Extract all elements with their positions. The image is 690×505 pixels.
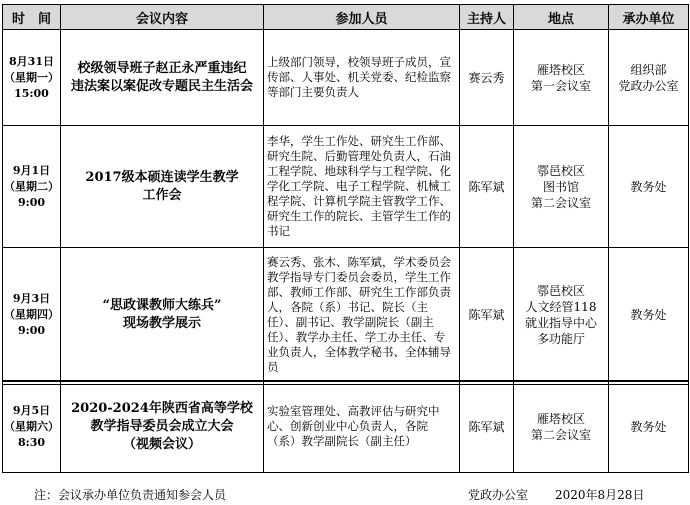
header-people: 参加人员 [264,5,460,30]
row-location [514,30,609,126]
content-line: 2020-2024年陕西省高等学校 [71,400,253,416]
row-people: 实验室管理处、高教评估与研究中心、创新创业中心负责人，各院（系）教学副院长（副主任） [264,381,460,473]
content-line: 校级领导班子赵正永严重违纪 [77,60,247,76]
content-line: 2017级本硕连读学生教学 [85,169,239,185]
content-line: “思政课教师大练兵” [102,297,222,313]
schedule-table [2,4,689,382]
location-line: 第二会议室 [530,195,591,210]
content-line: 工作会 [142,187,182,203]
location-line: 雁塔校区 [536,62,585,77]
location-line: 第一会议室 [530,78,591,93]
time-weekday: （星期四） [4,307,59,321]
location-line: 鄠邑校区 [536,283,585,298]
header-organizer: 承办单位 [609,5,689,30]
time-clock: 9:00 [17,195,46,209]
time-date: 9月1日 [12,163,51,177]
footer-issuer: 党政办公室 [468,488,529,502]
location-line: 人文经管118 [525,299,597,314]
row-host: 陈军斌 [460,126,514,248]
organizer-line: 教务处 [630,307,667,322]
row-location [514,126,609,248]
location-line: 就业指导中心 [524,315,597,330]
row-people: 赛云秀、张木、陈军斌，学术委员会教学指导专门委员会委员，学生工作部、教师工作部、研究生工作部负责人，各院（系）书记、院长（主任）、副书记、教学副院长（副主任）、教学办主任、学工办主任、专业负责人，全体教学秘书、全体辅导员 [264,248,460,382]
row-location [514,381,609,473]
row-location [514,248,609,382]
content-line: 教学指导委员会成立大会 [90,418,234,434]
row-content [61,381,264,473]
time-weekday: （星期二） [4,179,59,193]
row-host: 陈军斌 [460,248,514,382]
footer-note: 注：会议承办单位负责通知参会人员 [34,488,227,502]
table-row [3,248,689,382]
location-line: 鄠邑校区 [536,163,585,178]
time-clock: 15:00 [14,86,49,100]
row-host: 赛云秀 [460,30,514,126]
location-line: 第二会议室 [530,427,591,442]
organizer-line: 党政办公室 [618,78,679,93]
row-content [61,248,264,382]
content-line: 违法案以案促改专题民主生活会 [70,78,253,94]
organizer-line: 教务处 [630,179,667,194]
row-content [61,126,264,248]
header-row [3,5,689,30]
content-line: （视频会议） [122,436,201,452]
row-organizer [609,248,689,382]
location-line: 雁塔校区 [536,411,585,426]
location-line: 图书馆 [542,179,579,194]
time-clock: 8:30 [17,435,46,449]
header-host: 主持人 [460,5,514,30]
row-organizer [609,126,689,248]
location-line: 多功能厅 [536,331,585,346]
row-organizer [609,381,689,473]
row-host: 陈军斌 [460,381,514,473]
header-time: 时 间 [3,5,61,30]
row-content [61,30,264,126]
organizer-line: 教务处 [630,419,667,434]
table-row [3,30,689,126]
time-date: 8月31日 [9,54,54,68]
row-organizer [609,30,689,126]
header-content: 会议内容 [61,5,264,30]
row-time [3,126,61,248]
time-clock: 9:00 [17,323,46,337]
row-time [3,30,61,126]
header-location: 地点 [514,5,609,30]
table-row [3,126,689,248]
row-people: 李华，学生工作处、研究生工作部、研究生院、后勤管理处负责人，石油工程学院、地球科学与工程学院、化学化工学院、电子工程学院、机械工程学院、计算机学院主管教学工作、研究生工作的院长、主管学生工作的书记 [264,126,460,248]
time-date: 9月5日 [12,403,51,417]
row-time [3,381,61,473]
schedule-table-continued [2,380,689,473]
time-date: 9月3日 [12,291,51,305]
time-weekday: （星期一） [4,70,59,84]
row-time [3,248,61,382]
table-row [3,381,689,473]
footer-date: 2020年8月28日 [555,488,645,502]
organizer-line: 组织部 [630,62,667,77]
content-line: 现场教学展示 [122,315,201,331]
row-people: 上级部门领导，校领导班子成员，宣传部、人事处、机关党委、纪检监察等部门主要负责人 [264,30,460,126]
time-weekday: （星期六） [4,419,59,433]
